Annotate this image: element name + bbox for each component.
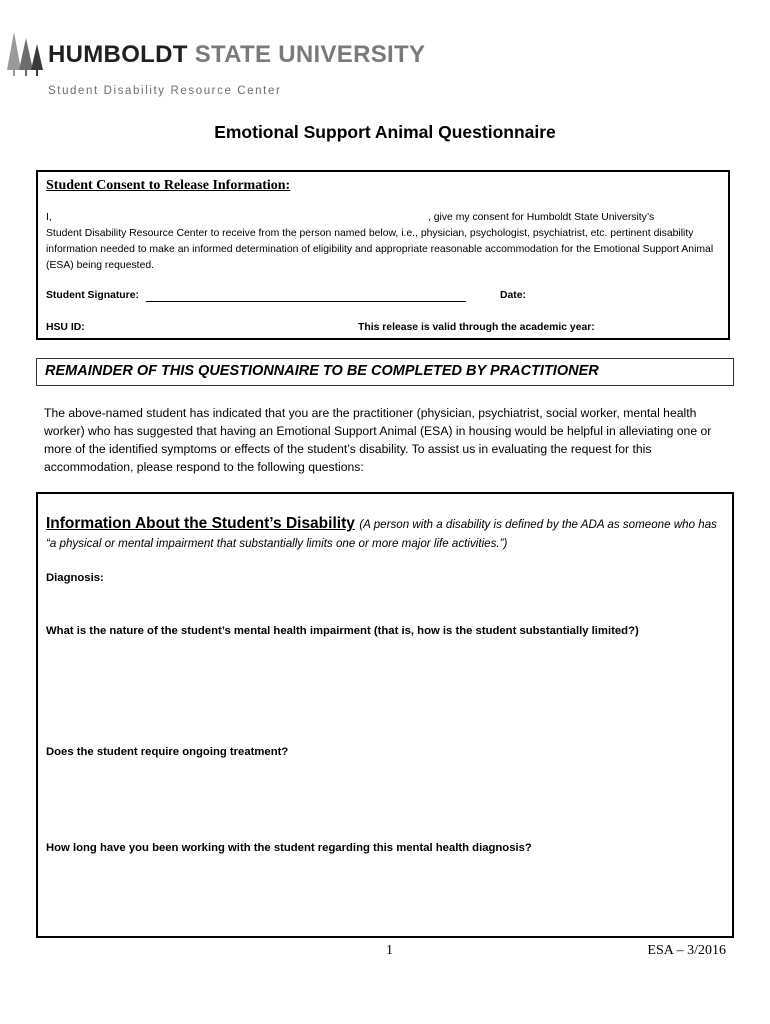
consent-statement-tail: , give my consent for Humboldt State University’s xyxy=(428,212,655,223)
question-impairment-nature: What is the nature of the student’s mental health impairment (that is, how is the student substantially limited?) xyxy=(46,625,639,637)
consent-body: Student Disability Resource Center to receive from the person named below, i.e., physician, psychologist, psychiatrist, etc. pertinent disability information needed to make an informed determination of eligibility and appropriate reasonable accommodation for the Emotional Support Animal (ESA) being requested. xyxy=(46,228,714,271)
intro-paragraph: The above-named student has indicated that you are the practitioner (physician, psychiatrist, social worker, mental health worker) who has suggested that having an Emotional Support Animal (ESA) in housing would be helpful in alleviating one or more of the identified symptoms or effects of the student’s disability. To assist us in evaluating the request for this accommodation, please respond to the following questions: xyxy=(44,406,712,474)
practitioner-banner-text: REMAINDER OF THIS QUESTIONNAIRE TO BE COMPLETED BY PRACTITIONER xyxy=(45,363,599,379)
redwood-trees-icon xyxy=(4,30,48,78)
consent-name-label: I, xyxy=(46,212,52,223)
university-logo xyxy=(4,30,426,78)
date-label: Date: xyxy=(500,290,526,301)
release-valid-label: This release is valid through the academic year: xyxy=(358,322,595,333)
logo-light: STATE UNIVERSITY xyxy=(194,41,426,68)
department-name: Student Disability Resource Center xyxy=(48,85,282,97)
form-code: ESA – 3/2016 xyxy=(647,943,726,958)
consent-heading: Student Consent to Release Information: xyxy=(46,178,291,193)
question-ongoing-treatment: Does the student require ongoing treatment? xyxy=(46,746,289,758)
question-duration: How long have you been working with the student regarding this mental health diagnosis? xyxy=(46,842,532,854)
page-title: Emotional Support Animal Questionnaire xyxy=(214,122,556,142)
hsu-id-label: HSU ID: xyxy=(46,322,85,333)
diagnosis-label: Diagnosis: xyxy=(46,572,104,584)
logo-bold: HUMBOLDT xyxy=(48,41,188,68)
practitioner-banner xyxy=(36,358,734,386)
page-number: 1 xyxy=(386,943,393,958)
signature-field[interactable] xyxy=(146,301,466,302)
student-signature-label: Student Signature: xyxy=(46,290,139,301)
disability-heading-line xyxy=(46,515,722,553)
disability-definition: (A person with a disability is defined by the ADA as someone who has “a physical or mental impairment that substantially limits one or more major life activities.”) xyxy=(46,518,717,550)
consent-section xyxy=(36,170,730,340)
logo-text xyxy=(48,41,425,69)
disability-section xyxy=(36,492,734,938)
disability-heading: Information About the Student’s Disability xyxy=(46,515,355,532)
